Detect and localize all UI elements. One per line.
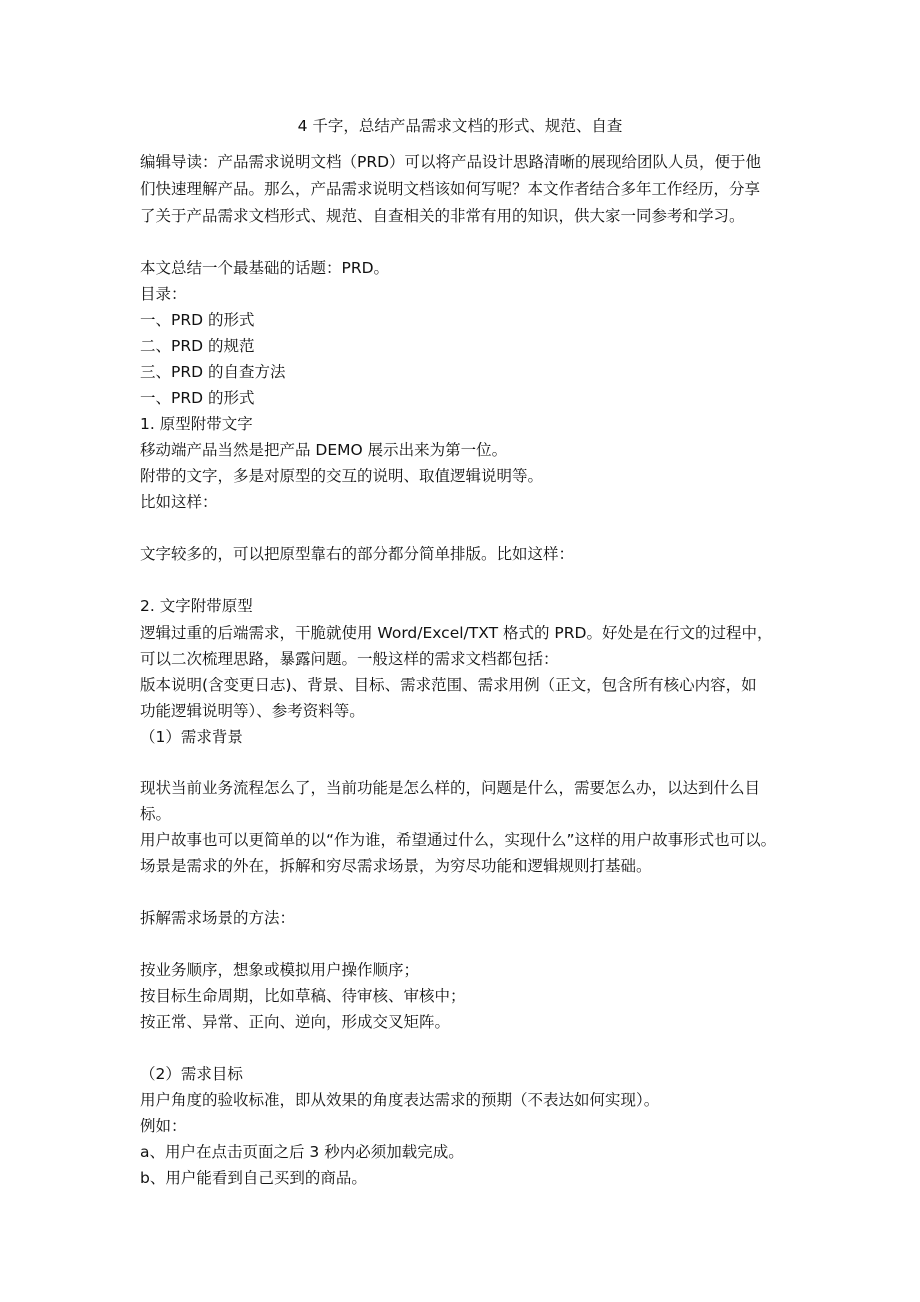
toc-item-1: 一、PRD 的形式 (140, 311, 255, 329)
intro-line-3: 了关于产品需求文档形式、规范、自查相关的非常有用的知识，供大家一同参考和学习。 (140, 207, 745, 225)
list-item: 按目标生命周期，比如草稿、待审核、审核中； (140, 987, 466, 1005)
paragraph-line: 标。 (140, 805, 172, 823)
list-item: 按正常、异常、正向、逆向，形成交叉矩阵。 (140, 1013, 451, 1031)
paragraph-line: 用户角度的验收标准，即从效果的角度表达需求的预期（不表达如何实现）。 (140, 1091, 660, 1109)
paragraph-line: 移动端产品当然是把产品 DEMO 展示出来为第一位。 (140, 441, 508, 459)
subsection-heading-1: 1. 原型附带文字 (140, 415, 253, 433)
intro-line-1: 编辑导读：产品需求说明文档（PRD）可以将产品设计思路清晰的展现给团队人员，便于他 (140, 153, 762, 171)
intro-line-2: 们快速理解产品。那么，产品需求说明文档该如何写呢？本文作者结合多年工作经历，分享 (140, 180, 761, 198)
paragraph-line: 逻辑过重的后端需求，干脆就使用 Word/Excel/TXT 格式的 PRD。好处是在行文的过程中， (140, 624, 773, 642)
paragraph-line: 功能逻辑说明等）、参考资料等。 (140, 702, 365, 720)
toc-heading: 目录： (140, 285, 187, 303)
toc-item-3: 三、PRD 的自查方法 (140, 363, 286, 381)
list-item: a、用户在点击页面之后 3 秒内必须加载完成。 (140, 1143, 464, 1161)
list-item: 按业务顺序，想象或模拟用户操作顺序； (140, 961, 420, 979)
topic-line: 本文总结一个最基础的话题：PRD。 (140, 259, 390, 277)
subsection-heading-3: （1）需求背景 (140, 728, 243, 746)
subsection-heading-4: （2）需求目标 (140, 1065, 243, 1083)
paragraph-line: 用户故事也可以更简单的以“作为谁，希望通过什么，实现什么”这样的用户故事形式也可以。 (140, 831, 777, 849)
paragraph-line: 例如： (140, 1117, 187, 1135)
paragraph-line: 比如这样： (140, 493, 218, 511)
paragraph-line: 文字较多的，可以把原型靠右的部分都分简单排版。比如这样： (140, 545, 575, 563)
paragraph-line: 版本说明(含变更日志)、背景、目标、需求范围、需求用例（正文，包含所有核心内容，如 (140, 676, 757, 694)
paragraph-line: 可以二次梳理思路，暴露问题。一般这样的需求文档都包括： (140, 650, 559, 668)
section-heading-1: 一、PRD 的形式 (140, 389, 255, 407)
paragraph-line: 附带的文字，多是对原型的交互的说明、取值逻辑说明等。 (140, 467, 544, 485)
paragraph-line: 场景是需求的外在，拆解和穷尽需求场景，为穷尽功能和逻辑规则打基础。 (140, 857, 652, 875)
toc-item-2: 二、PRD 的规范 (140, 337, 255, 355)
subsection-heading-2: 2. 文字附带原型 (140, 597, 253, 615)
paragraph-line: 拆解需求场景的方法： (140, 909, 296, 927)
document-title: 4 千字，总结产品需求文档的形式、规范、自查 (297, 117, 623, 135)
list-item: b、用户能看到自己买到的商品。 (140, 1169, 367, 1187)
paragraph-line: 现状当前业务流程怎么了，当前功能是怎么样的，问题是什么，需要怎么办，以达到什么目 (140, 779, 761, 797)
